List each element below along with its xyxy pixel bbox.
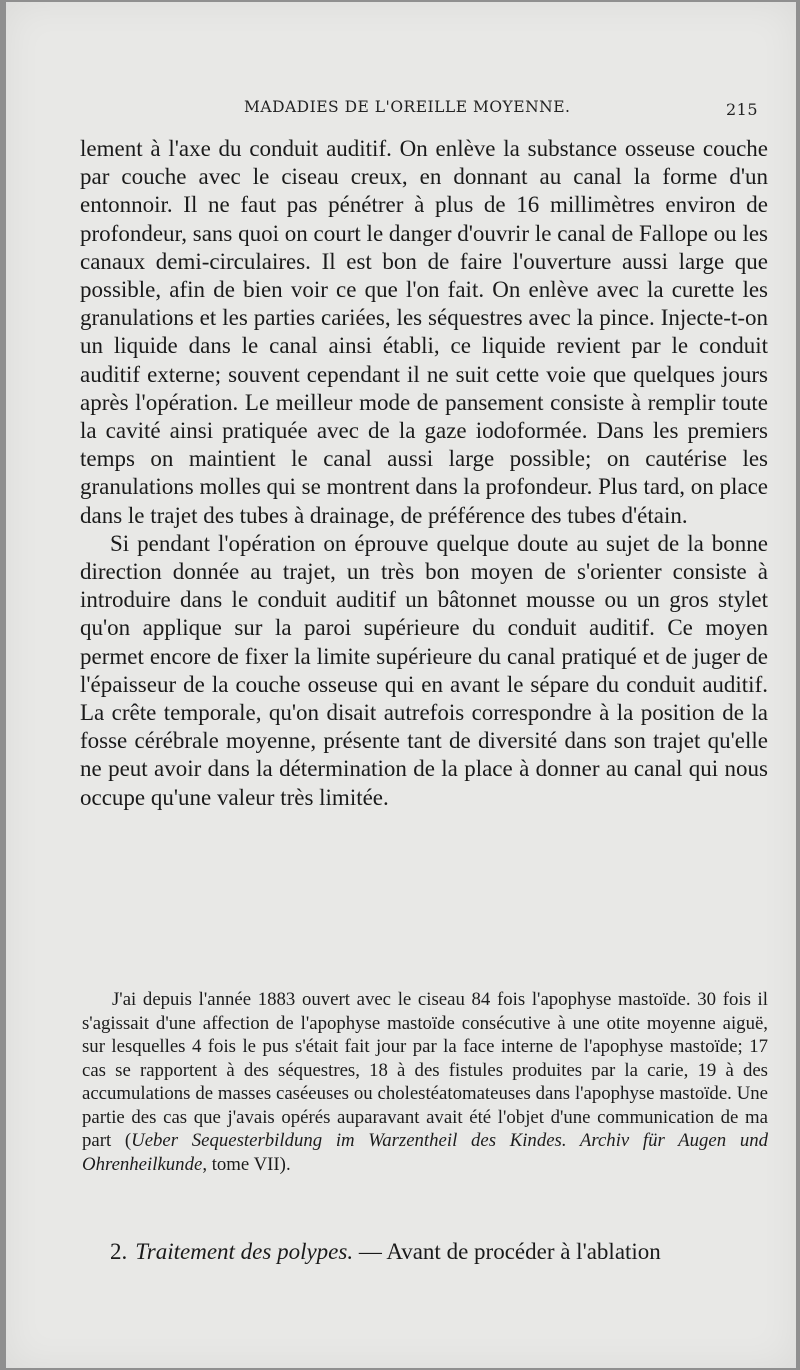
section-text: — Avant de procéder à l'ablation xyxy=(353,1239,661,1264)
footnote-block xyxy=(82,988,768,1176)
paragraph: Si pendant l'opération on éprouve quelque doute au sujet de la bonne direction donnée au trajet, un très bon moyen de s'orienter consiste à introduire dans le conduit auditif un bâtonnet mousse ou un gros stylet qu'on applique sur la paroi supérieure du conduit auditif. Ce moyen permet encore de fixer la limite supérieure du canal pratiqué et de juger de l'épaisseur de la couche osseuse qui en avant le sépare du conduit auditif. La crête temporale, qu'on disait autrefois correspondre à la position de la fosse cérébrale moyenne, présente tant de diversité dans son trajet qu'elle ne peut avoir dans la détermination de la place à donner au canal qui nous occupe qu'une valeur très limitée. xyxy=(80,530,768,810)
section-heading xyxy=(110,1238,772,1266)
main-text xyxy=(80,135,768,812)
paragraph: lement à l'axe du conduit auditif. On enlève la substance osseuse couche par couche avec le ciseau creux, en donnant au canal la forme d'un entonnoir. Il ne faut pas pénétrer à plus de 16 millimètres environ de profondeur, sans quoi on court le danger d'ouvrir le canal de Fallope ou les canaux demi-circulaires. Il est bon de faire l'ouverture aussi large que possible, afin de bien voir ce que l'on fait. On enlève avec la curette les granulations et les parties cariées, les séquestres avec la pince. Injecte-t-on un liquide dans le canal ainsi établi, ce liquide revient par le conduit auditif externe; souvent cependant il ne suit cette voie que quelques jours après l'opération. Le meilleur mode de pansement consiste à remplir toute la cavité ainsi pratiquée avec de la gaze iodoformée. Dans les premiers temps on maintient le canal aussi large possible; on cautérise les granulations molles qui se montrent dans la profondeur. Plus tard, on place dans le trajet des tubes à drainage, de préférence des tubes d'étain. xyxy=(80,136,768,528)
note-citation-tail: , tome VII). xyxy=(202,1153,291,1175)
section-number: 2. xyxy=(110,1239,128,1264)
page-number: 215 xyxy=(726,100,759,119)
note-text: J'ai depuis l'année 1883 ouvert avec le ciseau 84 fois l'apophyse mastoïde. 30 fois il s'agissait d'une affection de l'apophyse mastoïde consécutive à une otite moyenne aiguë, sur lesquelles 4 fois le pus s'était fait jour par la face interne de l'apophyse mastoïde; 17 cas se rapportent à des séquestres, 18 à des fistules produites par la carie, 19 à des accumulations de masses caséeuses ou cholestéatomateuses dans l'apophyse mastoïde. Une partie des cas que j'avais opérés auparavant avait été l'objet d'une communication de ma part ( xyxy=(82,989,768,1151)
note-citation: Ueber Sequesterbildung im Warzentheil des Kindes. Archiv für Augen und Ohrenheilkunde xyxy=(82,1130,769,1175)
running-head: MADADIES DE L'OREILLE MOYENNE. xyxy=(244,98,571,116)
book-page xyxy=(6,2,796,1368)
section-title: Traitement des polypes. xyxy=(135,1239,354,1264)
